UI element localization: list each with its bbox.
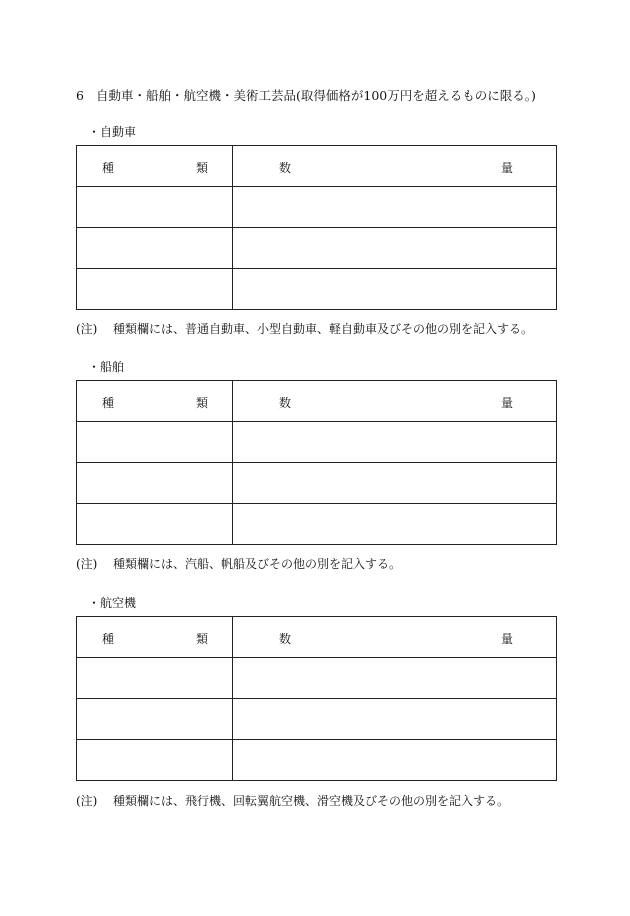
table-row <box>77 740 557 781</box>
table-row <box>77 463 557 504</box>
type-input-cell[interactable] <box>77 422 233 463</box>
table-row <box>77 187 557 228</box>
type-column-header <box>77 146 233 187</box>
type-input-cell[interactable] <box>77 699 233 740</box>
subsection-title-automobile: ・自動車 <box>88 125 137 139</box>
table-row <box>77 504 557 545</box>
table-row <box>77 658 557 699</box>
quantity-input-cell[interactable] <box>233 463 557 504</box>
table-row <box>77 269 557 310</box>
table-row <box>77 228 557 269</box>
type-column-header <box>77 381 233 422</box>
type-input-cell[interactable] <box>77 740 233 781</box>
quantity-input-cell[interactable] <box>233 658 557 699</box>
quantity-input-cell[interactable] <box>233 740 557 781</box>
type-input-cell[interactable] <box>77 658 233 699</box>
quantity-header-char-1: 数 <box>279 632 292 646</box>
type-column-header <box>77 617 233 658</box>
automobile-table <box>76 145 557 310</box>
note-mark: (注) <box>76 322 98 336</box>
note-text: 種類欄には、普通自動車、小型自動車、軽自動車及びその他の別を記入する。 <box>113 322 534 336</box>
type-header-char-1: 種 <box>102 396 115 410</box>
table-header-row <box>77 146 557 187</box>
quantity-input-cell[interactable] <box>233 504 557 545</box>
type-input-cell[interactable] <box>77 187 233 228</box>
aircraft-note <box>76 792 509 809</box>
quantity-input-cell[interactable] <box>233 422 557 463</box>
note-text: 種類欄には、飛行機、回転翼航空機、滑空機及びその他の別を記入する。 <box>113 794 510 808</box>
note-text: 種類欄には、汽船、帆船及びその他の別を記入する。 <box>113 557 402 571</box>
ship-note <box>76 555 401 572</box>
subsection-title-ship: ・船舶 <box>88 360 125 374</box>
note-mark: (注) <box>76 557 98 571</box>
type-input-cell[interactable] <box>77 463 233 504</box>
quantity-column-header <box>233 617 557 658</box>
quantity-header-char-1: 数 <box>279 161 292 175</box>
type-header-char-2: 類 <box>196 396 209 410</box>
quantity-column-header <box>233 381 557 422</box>
type-input-cell[interactable] <box>77 228 233 269</box>
quantity-input-cell[interactable] <box>233 187 557 228</box>
section-number: 6 <box>76 88 84 103</box>
section-heading-text: 自動車・船舶・航空機・美術工芸品(取得価格が100万円を超えるものに限る。) <box>96 88 536 103</box>
table-row <box>77 422 557 463</box>
quantity-input-cell[interactable] <box>233 228 557 269</box>
type-header-char-1: 種 <box>102 161 115 175</box>
note-mark: (注) <box>76 794 98 808</box>
quantity-input-cell[interactable] <box>233 269 557 310</box>
type-input-cell[interactable] <box>77 504 233 545</box>
subsection-title-aircraft: ・航空機 <box>88 596 137 610</box>
quantity-header-char-2: 量 <box>501 632 514 646</box>
type-input-cell[interactable] <box>77 269 233 310</box>
quantity-input-cell[interactable] <box>233 699 557 740</box>
table-header-row <box>77 381 557 422</box>
table-header-row <box>77 617 557 658</box>
automobile-note <box>76 320 533 337</box>
ship-table <box>76 380 557 545</box>
aircraft-table <box>76 616 557 781</box>
type-header-char-2: 類 <box>196 632 209 646</box>
quantity-header-char-2: 量 <box>501 161 514 175</box>
quantity-header-char-1: 数 <box>279 396 292 410</box>
table-row <box>77 699 557 740</box>
section-heading <box>76 86 536 104</box>
type-header-char-1: 種 <box>102 632 115 646</box>
type-header-char-2: 類 <box>196 161 209 175</box>
quantity-column-header <box>233 146 557 187</box>
quantity-header-char-2: 量 <box>501 396 514 410</box>
